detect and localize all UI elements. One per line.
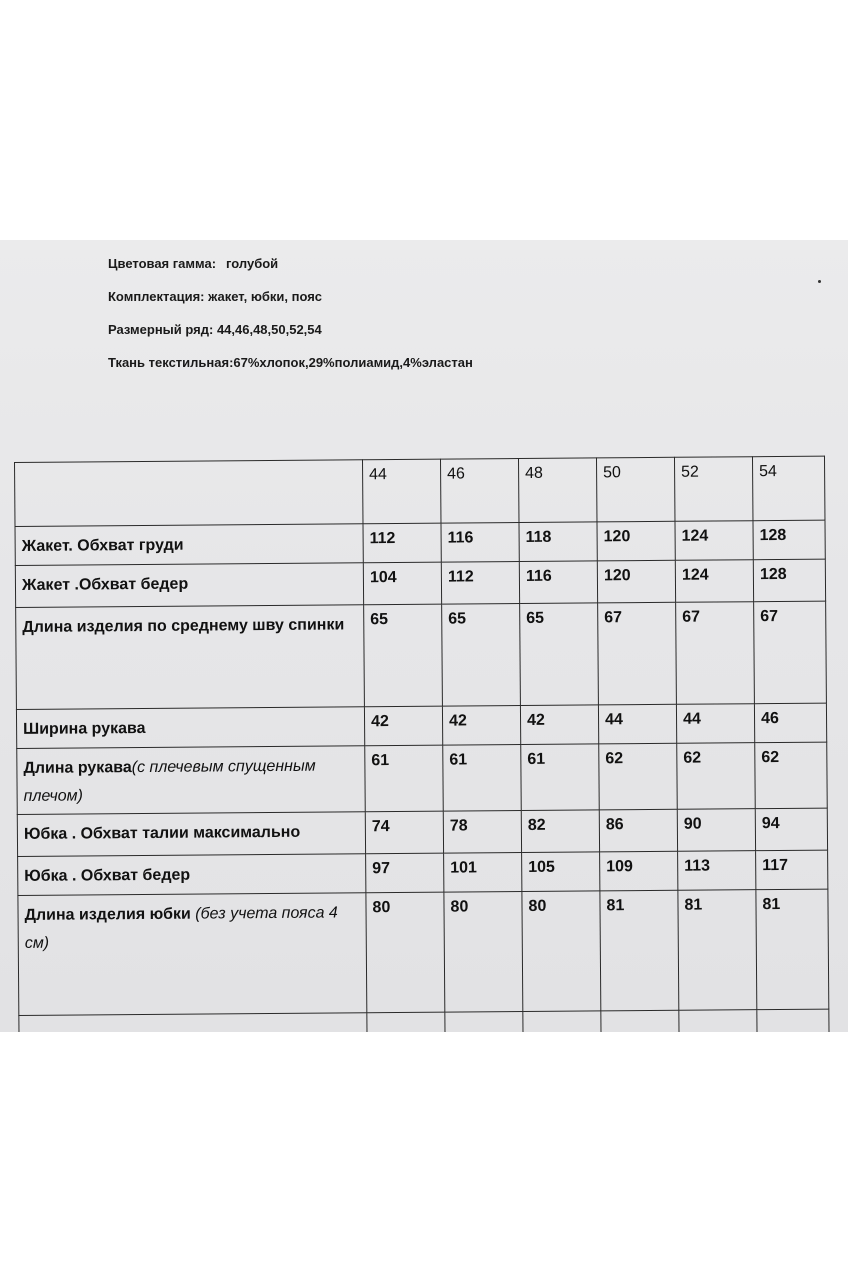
spec-fabric-label: Ткань текстильная: <box>108 355 234 370</box>
row-label-text: Длина изделия по среднему шву спинки <box>22 616 345 636</box>
paper-speck <box>818 280 821 283</box>
table-cell-empty <box>367 1012 445 1032</box>
size-header: 44 <box>362 459 441 524</box>
row-label <box>17 812 365 857</box>
spec-sizes <box>108 320 473 353</box>
table-cell: 109 <box>600 851 678 891</box>
table-cell: 101 <box>444 853 522 893</box>
table-cell: 61 <box>443 745 522 812</box>
table-cell: 62 <box>599 743 678 810</box>
table-header-row <box>15 456 825 526</box>
table-cell: 44 <box>598 704 676 744</box>
table-cell: 81 <box>600 890 679 1011</box>
table-cell: 120 <box>597 560 675 603</box>
table-cell: 62 <box>677 743 756 810</box>
size-header: 54 <box>752 456 825 521</box>
row-label <box>18 893 367 1016</box>
size-header: 50 <box>596 457 675 522</box>
table-cell-empty <box>19 1013 367 1032</box>
table-cell: 94 <box>755 808 827 851</box>
table-cell-empty <box>679 1010 757 1032</box>
size-header: 52 <box>674 457 753 522</box>
table-cell-empty <box>523 1011 601 1032</box>
table-cell: 80 <box>444 892 523 1013</box>
row-label-text: Ширина рукава <box>23 719 146 738</box>
table-cell-empty <box>601 1010 679 1032</box>
table-cell: 81 <box>678 890 757 1011</box>
spec-color-label: Цветовая гамма: <box>108 256 217 271</box>
size-header: 46 <box>440 459 519 524</box>
table-row <box>15 520 825 565</box>
table-cell: 44 <box>676 704 754 744</box>
table-cell: 90 <box>677 809 755 852</box>
size-header: 48 <box>518 458 597 523</box>
row-label-text: Юбка . Обхват талии максимально <box>23 823 301 843</box>
table-cell: 97 <box>366 853 444 893</box>
table-cell: 46 <box>754 703 826 743</box>
table-cell: 128 <box>753 559 825 602</box>
spec-set-label: Комплектация: <box>108 289 205 304</box>
table-cell: 42 <box>364 706 442 746</box>
row-label-text: Жакет. Обхват груди <box>21 536 184 555</box>
row-label-note: (без учета пояса 4 см) <box>24 904 338 952</box>
table-cell: 67 <box>598 602 677 705</box>
table-cell: 105 <box>522 852 600 892</box>
table-cell: 67 <box>754 601 827 704</box>
table-cell: 61 <box>521 744 600 811</box>
table-cell: 61 <box>365 745 444 812</box>
table-cell: 113 <box>678 851 756 891</box>
table-cell: 112 <box>363 523 441 563</box>
row-label-text: Жакет .Обхват бедер <box>21 575 189 594</box>
table-cell: 112 <box>441 562 519 605</box>
table-cell-empty <box>757 1009 829 1032</box>
row-label <box>18 854 366 896</box>
table-row <box>15 559 825 607</box>
table-cell: 42 <box>442 706 520 746</box>
spec-color <box>108 254 473 287</box>
spec-set <box>108 287 473 320</box>
table-row <box>18 850 828 895</box>
size-chart-table <box>14 456 830 1032</box>
row-label <box>16 707 364 749</box>
table-cell: 62 <box>755 742 828 809</box>
table-cell: 104 <box>363 562 441 605</box>
table-cell: 118 <box>519 522 597 562</box>
table-cell: 65 <box>364 604 443 707</box>
table-row <box>18 889 829 1015</box>
table-cell: 82 <box>521 810 599 853</box>
spec-sizes-value: 44,46,48,50,52,54 <box>216 322 322 337</box>
table-cell: 116 <box>441 523 519 563</box>
table-cell: 116 <box>519 561 597 604</box>
row-label <box>15 563 363 608</box>
spec-fabric <box>108 353 473 386</box>
row-label <box>15 524 363 566</box>
table-cell: 74 <box>365 811 443 854</box>
row-label <box>17 746 366 815</box>
header-empty-cell <box>15 460 363 527</box>
row-label <box>16 605 365 710</box>
spec-fabric-value: 67%хлопок,29%полиамид,4%эластан <box>233 355 473 370</box>
row-label-text: Длина изделия юбки <box>24 905 191 924</box>
table-cell: 128 <box>753 520 825 560</box>
table-cell: 78 <box>443 811 521 854</box>
spec-color-value: голубой <box>226 256 279 271</box>
product-specs <box>108 254 473 386</box>
table-cell: 80 <box>522 891 601 1012</box>
table-row <box>16 703 826 748</box>
table-cell-empty <box>445 1012 523 1032</box>
spec-sizes-label: Размерный ряд: <box>108 322 214 337</box>
table-cell: 117 <box>756 850 828 890</box>
table-cell: 86 <box>599 809 677 852</box>
table-row <box>17 742 827 814</box>
row-label-note: (с плечевым спущенным плечом) <box>23 757 316 805</box>
row-label-text: Юбка . Обхват бедер <box>24 866 191 885</box>
table-cell: 124 <box>675 560 753 603</box>
row-label-text: Длина рукава <box>23 759 132 777</box>
table-cell: 65 <box>520 603 599 706</box>
table-cell: 124 <box>675 521 753 561</box>
table-cell: 67 <box>676 602 755 705</box>
table-row <box>16 601 827 709</box>
table-cell: 80 <box>366 892 445 1013</box>
spec-set-value: жакет, юбки, пояс <box>208 289 323 304</box>
table-cell: 42 <box>520 705 598 745</box>
table-cell: 120 <box>597 521 675 561</box>
table-cell: 81 <box>756 889 829 1010</box>
table-cell: 65 <box>442 604 521 707</box>
table-row <box>17 808 827 856</box>
document-photo <box>0 240 848 1032</box>
